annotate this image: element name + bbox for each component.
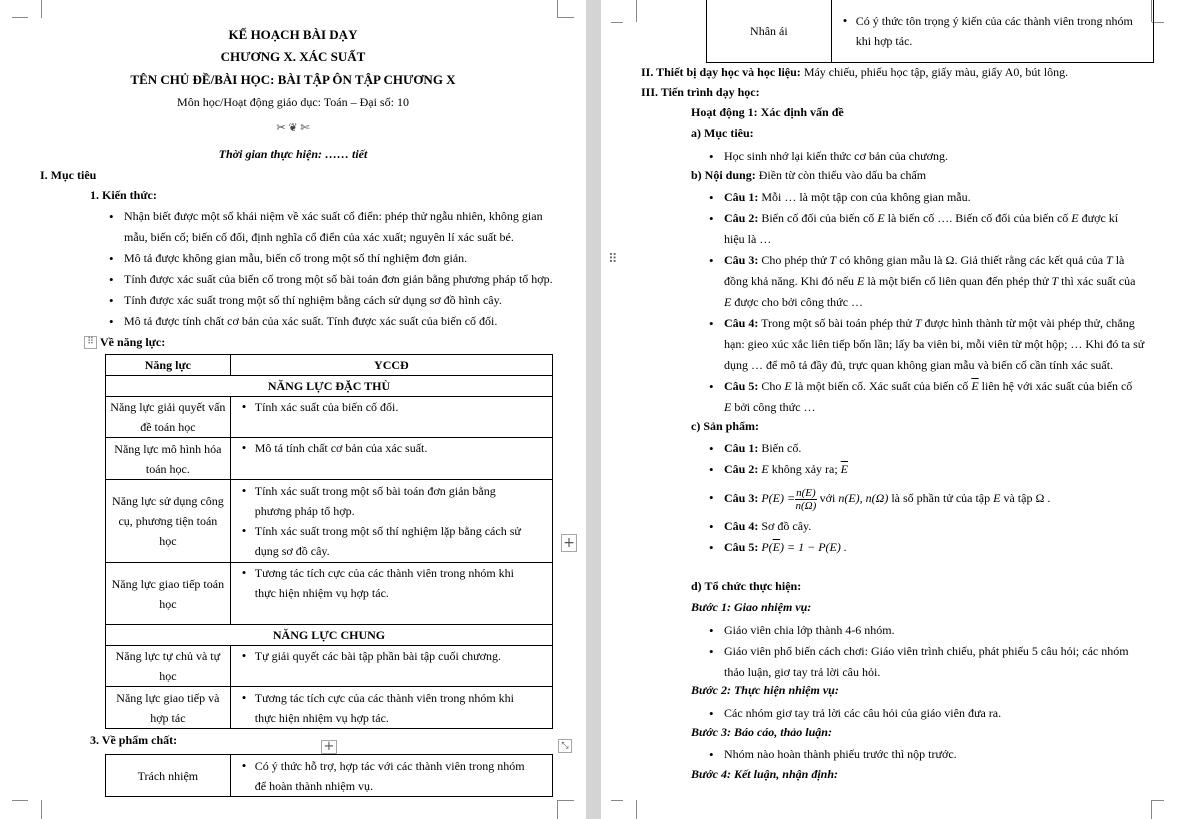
table-row xyxy=(106,646,553,687)
table-row xyxy=(106,438,553,480)
section-procedure: III. Tiến trình dạy học: xyxy=(641,85,760,99)
list-item: • Câu 2: Biến cố đối của biến cố E là biến cố …. Biến cố đối của biến cố E được kí hiệu là … xyxy=(706,208,1151,250)
table-row xyxy=(106,687,553,729)
requirement-cell: • Tính xác suất của biến cố đối. xyxy=(230,397,552,438)
crop-mark xyxy=(557,0,571,18)
answer-list xyxy=(706,438,1050,558)
crop-mark xyxy=(558,17,574,18)
chapter-title: CHƯƠNG X. XÁC SUẤT xyxy=(220,49,366,64)
capability-cell: Trách nhiệm xyxy=(106,755,231,797)
step-3: Bước 3: Báo cáo, thảo luận: xyxy=(691,725,832,739)
crop-mark xyxy=(28,0,42,18)
list-item: • Câu 1: Mỗi … là một tập con của không gian mẫu. xyxy=(706,187,1151,208)
crop-mark xyxy=(1151,800,1165,819)
goal-list: • Học sinh nhớ lại kiến thức cơ bản của chương. xyxy=(706,146,948,167)
knowledge-heading: 1. Kiến thức: xyxy=(90,188,157,202)
competence-heading: Về năng lực: xyxy=(100,335,166,349)
step2-list: • Các nhóm giơ tay trả lời các câu hỏi của giáo viên đưa ra. xyxy=(706,703,1001,724)
table-resize-icon[interactable]: ⤡ xyxy=(558,739,572,753)
crop-mark xyxy=(611,22,623,23)
section-objectives: I. Mục tiêu xyxy=(40,168,97,182)
list-item: • Câu 2: E không xảy ra; $\overline{E}$ xyxy=(706,459,1050,480)
step1-list xyxy=(706,620,1151,683)
table-row xyxy=(707,0,1154,63)
crop-mark xyxy=(12,800,28,801)
capability-cell: Nhân ái xyxy=(707,0,832,63)
list-item: • Câu 1: Biến cố. xyxy=(706,438,1050,459)
ornament: ✂ ❦ ✄ xyxy=(276,122,310,134)
crop-mark xyxy=(611,800,623,801)
list-item: • Câu 4: Sơ đồ cây. xyxy=(706,516,1050,537)
list-item: • Mô tả được tính chất cơ bản của xác suất. Tính được xác suất của biến cố đối. xyxy=(106,311,556,332)
lesson-title: TÊN CHỦ ĐỀ/BÀI HỌC: BÀI TẬP ÔN TẬP CHƯƠNG X xyxy=(130,72,456,87)
document-page-2 xyxy=(601,0,1183,819)
requirement-cell: • Tương tác tích cực của các thành viên trong nhóm khi thực hiện nhiệm vụ hợp tác. xyxy=(230,687,552,729)
product-heading: c) Sản phẩm: xyxy=(691,419,760,433)
crop-mark xyxy=(28,800,42,819)
step3-list: • Nhóm nào hoàn thành phiếu trước thì nộp trước. xyxy=(706,744,957,765)
goal-heading: a) Mục tiêu: xyxy=(691,126,754,140)
step-2: Bước 2: Thực hiện nhiệm vụ: xyxy=(691,683,839,697)
table-row xyxy=(106,563,553,625)
list-item: • Mô tả được không gian mẫu, biến cố trong một số thí nghiệm đơn giản. xyxy=(106,248,556,269)
header-cell: Năng lực xyxy=(106,355,231,376)
content-line: b) Nội dung: Điền từ còn thiếu vào dấu ba chấm xyxy=(691,168,927,182)
capability-cell: Năng lực tự chủ và tự học xyxy=(106,646,231,687)
crop-mark xyxy=(558,800,574,801)
page-gap xyxy=(586,0,601,819)
header-cell: YCCĐ xyxy=(230,355,552,376)
step-4: Bước 4: Kết luận, nhận định: xyxy=(691,767,838,781)
table-row xyxy=(106,397,553,438)
table-move-handle-icon[interactable]: ⠿ xyxy=(84,336,97,349)
drag-handle-icon[interactable]: ⠿ xyxy=(608,252,618,267)
crop-mark xyxy=(1152,800,1164,801)
quality-heading: 3. Về phẩm chất: xyxy=(90,733,178,747)
add-row-icon[interactable]: + xyxy=(321,740,337,754)
equipment-line: II. Thiết bị dạy học và học liệu: Máy chiếu, phiếu học tập, giấy màu, giấy A0, bút lông. xyxy=(641,65,1069,79)
requirement-cell: • Mô tả tính chất cơ bản của xác suất. xyxy=(230,438,552,480)
list-item: • Câu 5: $P(\overline{E}) = 1 - P(E)$ . xyxy=(706,537,1050,558)
knowledge-list xyxy=(106,206,556,332)
list-item: • Câu 3: Cho phép thử T có không gian mẫu là Ω. Giả thiết rằng các kết quả của T là đồng khả năng. Khi đó nếu E là một biến cố liên quan đến phép thử T thì xác suất của E được cho bởi công thức … xyxy=(706,250,1151,313)
list-item: • Tính được xác suất của biến cố trong một số bài toán đơn giản bằng phương pháp tổ hợp. xyxy=(106,269,556,290)
question-list xyxy=(706,187,1151,418)
list-item: • Nhận biết được một số khái niệm về xác suất cổ điển: phép thử ngẫu nhiên, không gian mẫu, biến cố; biến cố đối, định nghĩa cổ điển của xác xuất; nguyên lí xác suất bé. xyxy=(106,206,556,248)
competence-table xyxy=(105,354,553,729)
capability-cell: Năng lực giao tiếp toán học xyxy=(106,563,231,625)
doc-title: KẾ HOẠCH BÀI DẠY xyxy=(228,27,358,42)
group-row: NĂNG LỰC CHUNG xyxy=(106,625,553,646)
table-header-row xyxy=(106,355,553,376)
list-item: • Câu 4: Trong một số bài toán phép thử T được hình thành từ một vài phép thử, chẳng hạn: gieo xúc xắc liên tiếp bốn lần; lấy ba viên bi, mỗi viên từ một hộp; … Khi đó ta sử dụng … để mô tả đầy đủ, trực quan không gian mẫu và biến cố cần tính xác suất. xyxy=(706,313,1151,376)
requirement-cell: • Tương tác tích cực của các thành viên trong nhóm khi thực hiện nhiệm vụ hợp tác. xyxy=(230,563,552,625)
crop-mark xyxy=(623,800,637,819)
table-row xyxy=(106,480,553,563)
list-item: • Câu 3: P(E) = $\frac{n(E)}{n(\Omega)}$ với n(E), n(Ω) là số phần tử của tập E và tập Ω . xyxy=(706,480,1050,516)
activity-heading: Hoạt động 1: Xác định vấn đề xyxy=(691,105,844,119)
capability-cell: Năng lực giao tiếp và hợp tác xyxy=(106,687,231,729)
table-row xyxy=(106,755,553,797)
quality-table-continued xyxy=(706,0,1154,63)
crop-mark xyxy=(12,17,28,18)
requirement-cell: • Tự giải quyết các bài tập phần bài tập cuối chương. xyxy=(230,646,552,687)
step-1: Bước 1: Giao nhiệm vụ: xyxy=(691,600,812,614)
capability-cell: Năng lực mô hình hóa toán học. xyxy=(106,438,231,480)
quality-table xyxy=(105,754,553,797)
capability-cell: Năng lực sử dụng công cụ, phương tiện toán học xyxy=(106,480,231,563)
requirement-cell: • Có ý thức hỗ trợ, hợp tác với các thành viên trong nhóm để hoàn thành nhiệm vụ. xyxy=(230,755,552,797)
requirement-cell: • Có ý thức tôn trọng ý kiến của các thành viên trong nhóm khi hợp tác. xyxy=(831,0,1153,63)
crop-mark xyxy=(557,800,571,819)
list-item: • Giáo viên chia lớp thành 4-6 nhóm. xyxy=(706,620,1151,641)
list-item: • Tính được xác suất trong một số thí nghiệm bằng cách sử dụng sơ đồ hình cây. xyxy=(106,290,556,311)
list-item: • Câu 5: Cho E là một biến cố. Xác suất của biến cố $\overline{E}$ liên hệ với xác suất của biến cố E bởi công thức … xyxy=(706,376,1151,418)
time-line: Thời gian thực hiện: …… tiết xyxy=(218,147,368,161)
subject-line: Môn học/Hoạt động giáo dục: Toán – Đại số: 10 xyxy=(177,95,409,109)
requirement-cell: • Tính xác suất trong một số bài toán đơn giản bằng phương pháp tổ hợp. • Tính xác suất trong một số thí nghiệm lặp bằng cách sử dụng sơ đồ cây. xyxy=(230,480,552,563)
list-item: • Giáo viên phổ biến cách chơi: Giáo viên trình chiếu, phát phiếu 5 câu hỏi; các nhóm thảo luận, giơ tay trả lời câu hỏi. xyxy=(706,641,1151,683)
document-page-1 xyxy=(0,0,586,819)
crop-mark xyxy=(623,0,637,22)
capability-cell: Năng lực giải quyết vấn đề toán học xyxy=(106,397,231,438)
group-row: NĂNG LỰC ĐẶC THÙ xyxy=(106,376,553,397)
org-heading: d) Tổ chức thực hiện: xyxy=(691,579,802,593)
add-column-icon[interactable]: + xyxy=(561,534,577,552)
